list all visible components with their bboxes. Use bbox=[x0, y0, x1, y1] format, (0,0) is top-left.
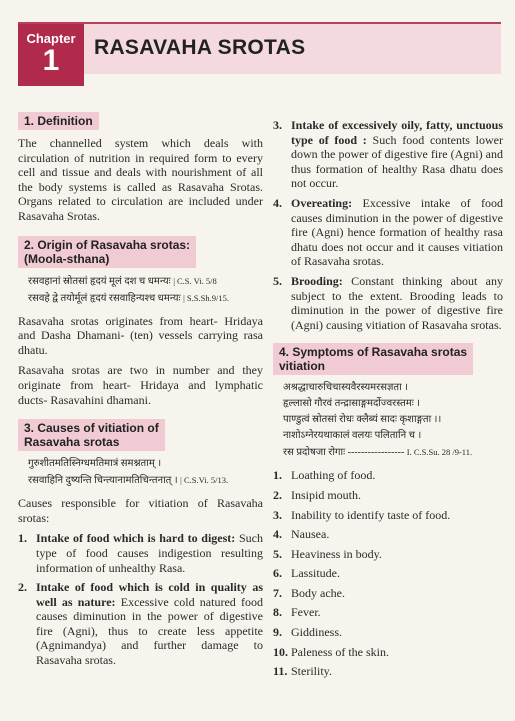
list-item bbox=[273, 586, 503, 601]
verse-dashes: ----------------- bbox=[345, 447, 407, 459]
item-number: 5. bbox=[273, 273, 282, 288]
list-item bbox=[273, 196, 503, 269]
list-item bbox=[18, 580, 263, 668]
item-number: 1. bbox=[273, 468, 282, 483]
list-item bbox=[273, 605, 503, 620]
item-text: Fever. bbox=[291, 605, 321, 620]
item-title: Intake of food which is cold in quality as well as nature: bbox=[36, 580, 263, 609]
item-number: 11. bbox=[273, 664, 288, 679]
section-heading-definition: 1. Definition bbox=[18, 112, 99, 130]
sanskrit-verse bbox=[283, 445, 503, 460]
item-text: Giddiness. bbox=[291, 625, 342, 640]
item-number: 1. bbox=[18, 531, 27, 546]
item-number: 3. bbox=[273, 507, 282, 522]
list-item bbox=[273, 566, 503, 581]
list-item bbox=[273, 547, 503, 562]
verse-reference: | S.S.Sh.9/15. bbox=[183, 292, 229, 303]
sanskrit-verse bbox=[28, 274, 263, 289]
item-text: Loathing of food. bbox=[291, 468, 376, 483]
sanskrit-verse: नाशोऽग्नेरयथाकालं वलयः पलितानि च । bbox=[283, 430, 422, 442]
item-title: Intake of excessively oily, fatty, unctuous type of food : bbox=[291, 118, 503, 147]
verse-reference: | C.S.Vi. 5/13. bbox=[180, 475, 229, 486]
list-item bbox=[273, 527, 503, 542]
verse-text: रसवहानां स्रोतसां हृदयं मूलं दश च धमन्यः bbox=[28, 275, 171, 287]
causes-intro: Causes responsible for vitiation of Rasavaha srotas: bbox=[18, 496, 263, 525]
list-item bbox=[273, 468, 503, 483]
sanskrit-verse bbox=[28, 291, 263, 306]
right-column bbox=[273, 118, 503, 684]
left-column bbox=[18, 112, 263, 673]
item-text: Paleness of the skin. bbox=[291, 644, 389, 659]
causes-list-right bbox=[273, 118, 503, 332]
origin-heading-line-1: 2. Origin of Rasavaha srotas: bbox=[24, 237, 191, 252]
sanskrit-verse bbox=[28, 473, 263, 488]
list-item bbox=[18, 531, 263, 575]
sanskrit-verse: अश्रद्धाचारुचिचास्यवैरस्यमरसज्ञता । bbox=[283, 382, 408, 394]
list-item bbox=[273, 645, 503, 660]
item-text: Lassitude. bbox=[291, 566, 340, 581]
item-number: 5. bbox=[273, 546, 282, 561]
origin-paragraph-1: Rasavaha srotas originates from heart- Hridaya and Dasha Dhamani- (ten) vessels carrying rasa dhatu. bbox=[18, 313, 263, 357]
item-text: Sterility. bbox=[291, 664, 332, 679]
item-number: 6. bbox=[273, 566, 282, 581]
item-number: 9. bbox=[273, 625, 282, 640]
verse-reference: I. C.S.Su. 28 /9-11. bbox=[406, 447, 473, 458]
chapter-badge bbox=[18, 24, 84, 86]
list-item bbox=[273, 274, 503, 332]
item-number: 2. bbox=[273, 487, 282, 502]
item-number: 8. bbox=[273, 605, 282, 620]
item-text: Such type of food causes indigestion resulting information of unhealthy Rasa. bbox=[36, 531, 264, 575]
item-text: Insipid mouth. bbox=[291, 487, 362, 502]
item-text: Excessive cold natured food causes diminution in the power of digestive fire (Agni), thus to create less appetite (Agnimandya) and further damage to Rasavaha srotas. bbox=[36, 594, 263, 668]
section-heading-origin bbox=[18, 236, 196, 268]
item-number: 10. bbox=[273, 644, 288, 659]
origin-heading-line-2: (Moola-sthana) bbox=[24, 251, 110, 266]
item-number: 2. bbox=[18, 580, 27, 595]
sanskrit-verse: पाण्डुत्वं स्रोतसां रोधः क्लैब्यं सादः कृशाङ्गता ।। bbox=[283, 414, 442, 426]
section-heading-causes bbox=[18, 419, 165, 451]
sanskrit-verse: गुरुशीतमतिस्निग्धमतिमात्रं समश्नताम् । bbox=[28, 458, 162, 470]
item-number: 7. bbox=[273, 585, 282, 600]
verse-reference: | C.S. Vi. 5/8 bbox=[173, 275, 217, 286]
chapter-title: RASAVAHA SROTAS bbox=[94, 36, 306, 59]
causes-heading-line-1: 3. Causes of vitiation of bbox=[24, 421, 159, 436]
sanskrit-verse: हृल्लासो गौरवं तन्द्रासाङ्गमर्दोज्वरस्तमः । bbox=[283, 398, 421, 410]
verse-text: रसवहे द्वे तयोर्मूलं हृदयं रसवाहिन्यश्च धमन्यः bbox=[28, 292, 181, 304]
definition-text: The channelled system which deals with circulation of nutrition in required form to every cell and tissue and deals with nourishment of all the body systems is called as Rasavaha Srotas. Organs related to circulation are included under Rasavaha Srotas. bbox=[18, 136, 263, 223]
item-text: Excessive intake of food causes diminution in the power of digestive fire (Agni) hence formation of healthy rasa dhatu does not occur and it causes vitiation of Rasavaha srotas. bbox=[291, 195, 503, 269]
symptoms-heading-line-2: vitiation bbox=[279, 359, 326, 374]
item-text: Constant thinking about any subject to the extent. Brooding leads to diminution in the power of digestive fire (Agni) causing vitiation of Rasavaha srotas. bbox=[291, 273, 503, 332]
list-item bbox=[273, 488, 503, 503]
origin-paragraph-2: Rasavaha srotas are two in number and they originate from heart- Hridaya and lymphatic ducts- Rasavahini dhamani. bbox=[18, 363, 263, 407]
chapter-number: 1 bbox=[42, 44, 60, 77]
item-number: 4. bbox=[273, 195, 282, 210]
chapter-word: Chapter bbox=[26, 31, 76, 46]
symptoms-heading-line-1: 4. Symptoms of Rasavaha srotas bbox=[279, 345, 468, 360]
item-number: 4. bbox=[273, 527, 282, 542]
symptoms-list bbox=[273, 468, 503, 679]
item-number: 3. bbox=[273, 118, 282, 132]
causes-list-left bbox=[18, 531, 263, 667]
verse-text: रसवाहिनि दुष्यन्ति चिन्त्यानामतिचिन्तनात् । bbox=[28, 475, 178, 487]
verse-text: रस प्रदोषजा रोगाः bbox=[283, 447, 346, 459]
list-item bbox=[273, 664, 503, 679]
list-item bbox=[273, 118, 503, 191]
item-title: Intake of food which is hard to digest: bbox=[36, 531, 236, 546]
item-text: Nausea. bbox=[291, 527, 330, 542]
chapter-header bbox=[18, 22, 501, 77]
list-item bbox=[273, 508, 503, 523]
section-heading-symptoms bbox=[273, 343, 473, 375]
item-text: Inability to identify taste of food. bbox=[291, 507, 451, 522]
item-text: Heaviness in body. bbox=[291, 546, 382, 561]
item-title: Brooding: bbox=[291, 273, 343, 288]
list-item bbox=[273, 625, 503, 640]
item-text: Such food contents lower down the power of digestive fire (Agni) and thus formation of healthy Rasa dhatu does not occur. bbox=[291, 132, 503, 191]
causes-heading-line-2: Rasavaha srotas bbox=[24, 435, 120, 450]
item-title: Overeating: bbox=[291, 195, 353, 210]
item-text: Body ache. bbox=[291, 585, 345, 600]
